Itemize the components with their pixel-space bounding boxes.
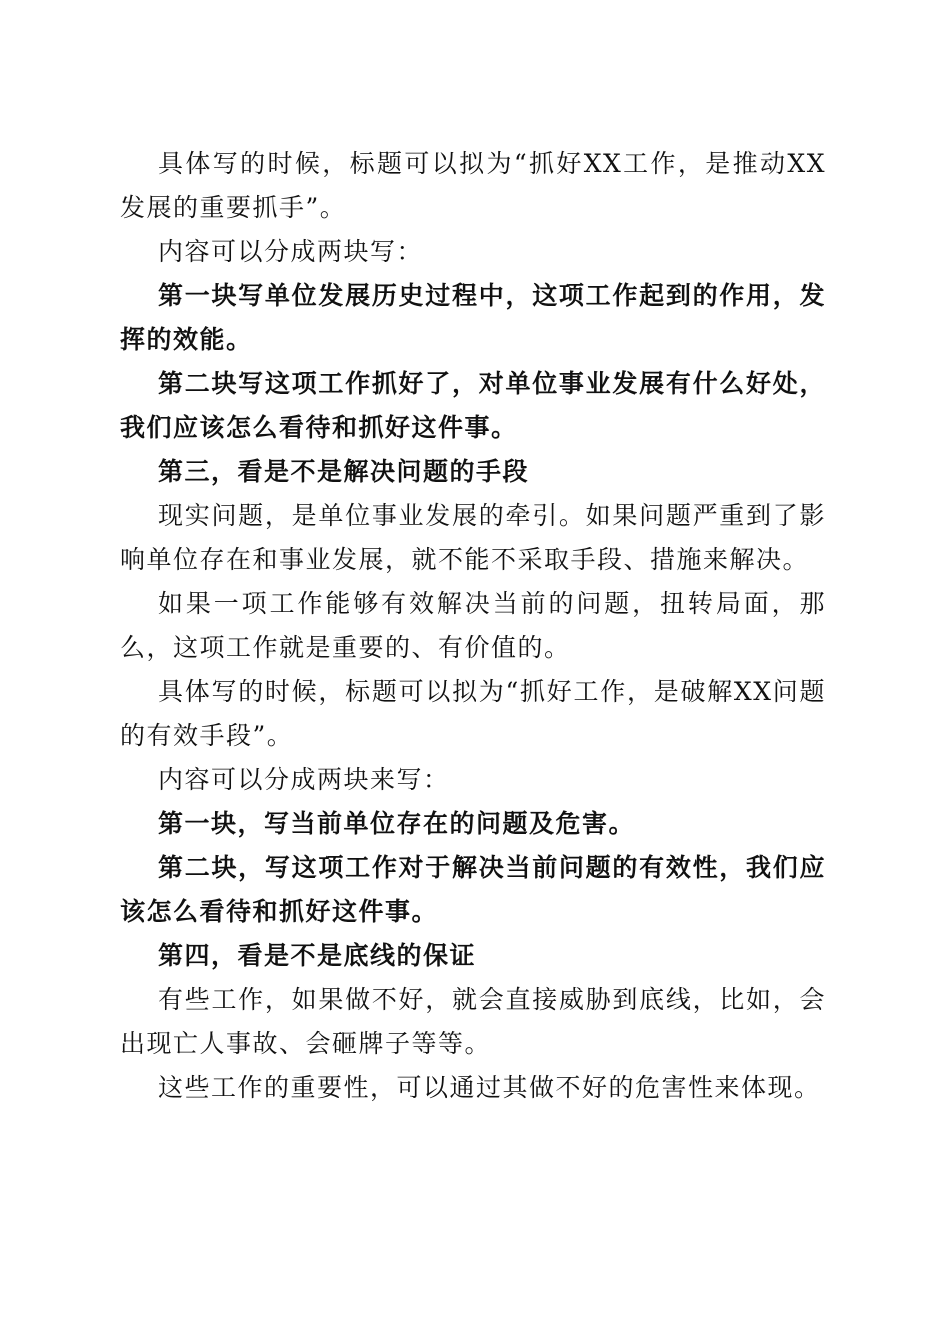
paragraph: 具体写的时候，标题可以拟为“抓好工作，是破解XX问题的有效手段”。 <box>120 677 826 750</box>
document-body <box>120 142 826 1110</box>
paragraph: 第二块，写这项工作对于解决当前问题的有效性，我们应该怎么看待和抓好这件事。 <box>120 853 826 926</box>
paragraph: 现实问题，是单位事业发展的牵引。如果问题严重到了影响单位存在和事业发展，就不能不采取手段、措施来解决。 <box>120 501 826 574</box>
paragraph: 第二块写这项工作抓好了，对单位事业发展有什么好处，我们应该怎么看待和抓好这件事。 <box>120 369 826 442</box>
section-heading: 第四，看是不是底线的保证 <box>158 941 477 970</box>
paragraph: 有些工作，如果做不好，就会直接威胁到底线，比如，会出现亡人事故、会砸牌子等等。 <box>120 985 826 1058</box>
paragraph: 第一块，写当前单位存在的问题及危害。 <box>158 809 636 838</box>
paragraph: 第一块写单位发展历史过程中，这项工作起到的作用，发挥的效能。 <box>120 281 826 354</box>
paragraph: 如果一项工作能够有效解决当前的问题，扭转局面，那么，这项工作就是重要的、有价值的。 <box>120 589 826 662</box>
paragraph: 内容可以分成两块写： <box>158 237 424 266</box>
paragraph: 具体写的时候，标题可以拟为“抓好XX工作，是推动XX发展的重要抓手”。 <box>120 149 826 222</box>
paragraph: 内容可以分成两块来写： <box>158 765 450 794</box>
section-heading: 第三，看是不是解决问题的手段 <box>158 457 530 486</box>
paragraph: 这些工作的重要性，可以通过其做不好的危害性来体现。 <box>158 1073 821 1102</box>
